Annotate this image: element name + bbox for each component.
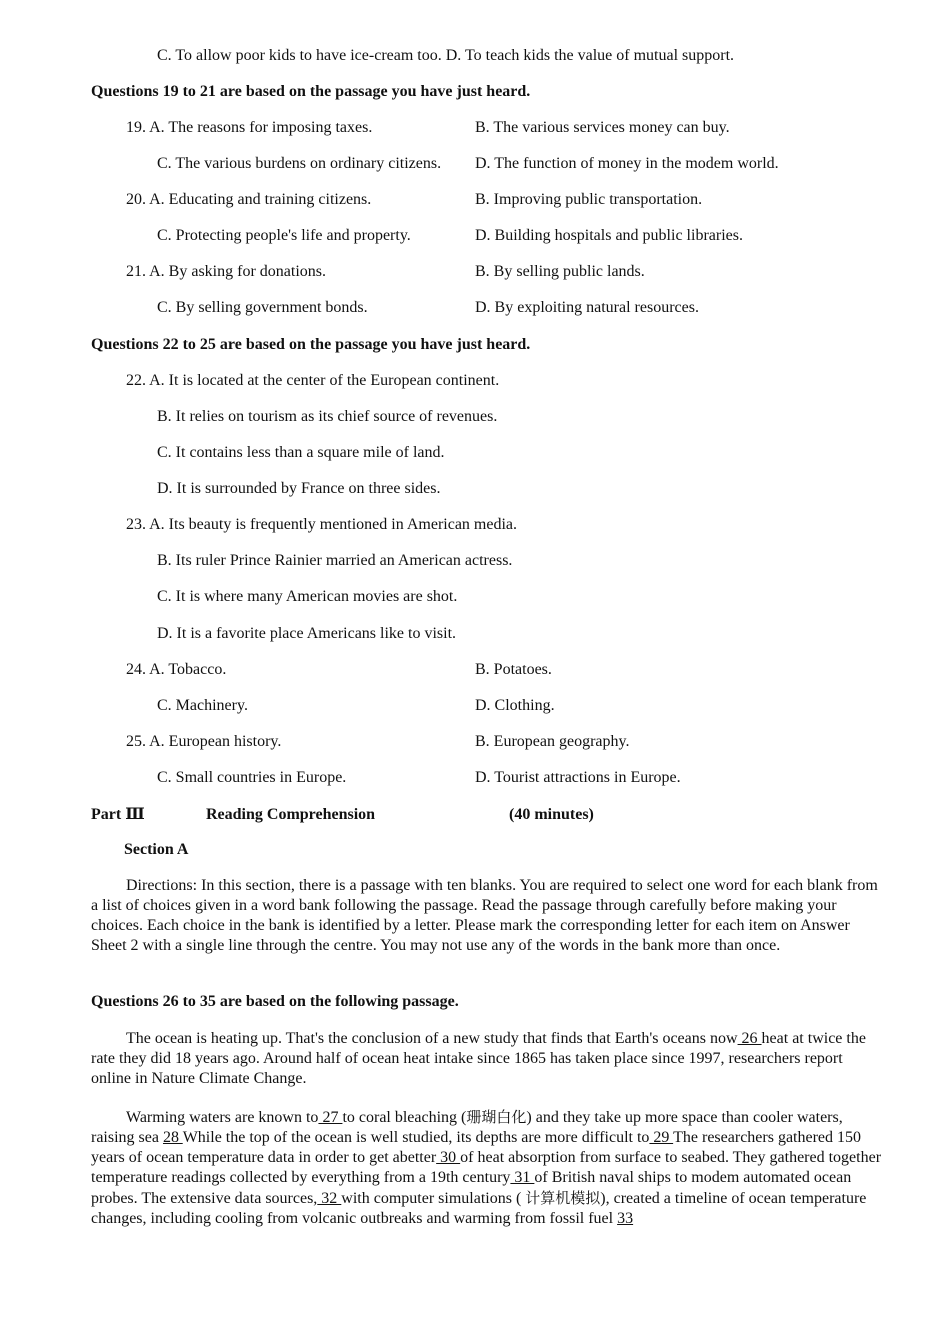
q22-option-c: C. It contains less than a square mile of land.: [157, 444, 445, 461]
blank-31: 31: [510, 1169, 535, 1186]
q22-option-a: 22. A. It is located at the center of the European continent.: [126, 372, 500, 389]
q25-option-c: C. Small countries in Europe.: [157, 769, 347, 786]
q19-option-d: D. The function of money in the modem world.: [475, 155, 779, 172]
directions-text: Directions: In this section, there is a passage with ten blanks. You are required to select one word for each blank from a list of choices given in a word bank following the passage. Read the passage through carefully before making your choices. Each choice in the bank is identified by a letter. Please mark the corresponding letter for each item on Answer Sheet 2 with a single line through the centre. You may not use any of the words in the bank more than once.: [91, 877, 878, 954]
passage-text: ) and they take up more space than cooler waters, raising sea: [91, 1109, 843, 1146]
q19-option-a: 19. A. The reasons for imposing taxes.: [126, 119, 373, 136]
part-time: (40 minutes): [509, 806, 594, 823]
chinese-gloss: 珊瑚白化: [466, 1108, 527, 1126]
blank-30: 30: [436, 1149, 461, 1166]
q21-option-d: D. By exploiting natural resources.: [475, 299, 699, 316]
q22-option-b: B. It relies on tourism as its chief source of revenues.: [157, 408, 498, 425]
q20-option-c: C. Protecting people's life and property.: [157, 227, 411, 244]
blank-28: 28: [162, 1129, 183, 1146]
q24-option-d: D. Clothing.: [475, 697, 555, 714]
blank-32: 32: [317, 1190, 342, 1207]
questions-22-25-heading: Questions 22 to 25 are based on the passage you have just heard.: [91, 336, 531, 353]
q19-option-c: C. The various burdens on ordinary citizens.: [157, 155, 442, 172]
q23-option-a: 23. A. Its beauty is frequently mentioned in American media.: [126, 516, 518, 533]
section-heading: Section A: [124, 841, 189, 858]
q25-option-d: D. Tourist attractions in Europe.: [475, 769, 681, 786]
q25-option-a: 25. A. European history.: [126, 733, 282, 750]
blank-29: 29: [649, 1129, 674, 1146]
passage-paragraph-2: [91, 1107, 883, 1229]
q24-option-a: 24. A. Tobacco.: [126, 661, 227, 678]
blank-27: 27: [318, 1109, 343, 1126]
q18-option-c-d: C. To allow poor kids to have ice-cream too. D. To teach kids the value of mutual support.: [157, 47, 735, 64]
passage-text: The researchers gathered 150 years of ocean temperature data in order to get abetter: [91, 1129, 862, 1166]
part-title: Reading Comprehension: [206, 806, 376, 823]
q23-option-d: D. It is a favorite place Americans like to visit.: [157, 625, 457, 642]
blank-26: 26: [737, 1030, 762, 1047]
passage-text: The ocean is heating up. That's the conclusion of a new study that finds that Earth's oceans now: [126, 1030, 738, 1047]
q23-option-c: C. It is where many American movies are shot.: [157, 588, 458, 605]
q20-option-a: 20. A. Educating and training citizens.: [126, 191, 372, 208]
passage-text: While the top of the ocean is well studied, its depths are more difficult to: [182, 1129, 650, 1146]
passage-text: to coral bleaching (: [342, 1109, 467, 1126]
q20-option-d: D. Building hospitals and public libraries.: [475, 227, 743, 244]
passage-paragraph-1: [91, 1029, 883, 1089]
q23-option-b: B. Its ruler Prince Rainier married an American actress.: [157, 552, 513, 569]
passage-text: heat at twice the rate they did 18 years ago. Around half of ocean heat intake since 1865 has taken place since 1997, researchers report online in Nature Climate Change.: [91, 1030, 866, 1087]
passage-text: ), created a timeline of ocean temperature changes, including cooling from volcanic outbreaks and warming from fossil fuel: [91, 1190, 867, 1227]
passage-text: of heat absorption from surface to seabed. They gathered together temperature readings collected by everything from a 19th century: [91, 1149, 882, 1186]
q20-option-b: B. Improving public transportation.: [475, 191, 703, 208]
passage-text: of British naval ships to modem automated ocean probes. The extensive data sources,: [91, 1169, 852, 1207]
chinese-gloss: 计算机模拟: [525, 1189, 601, 1207]
q21-option-c: C. By selling government bonds.: [157, 299, 368, 316]
blank-33: 33: [617, 1210, 634, 1227]
q24-option-c: C. Machinery.: [157, 697, 248, 714]
questions-26-35-heading: Questions 26 to 35 are based on the following passage.: [91, 993, 459, 1010]
q22-option-d: D. It is surrounded by France on three sides.: [157, 480, 441, 497]
q25-option-b: B. European geography.: [475, 733, 630, 750]
q24-option-b: B. Potatoes.: [475, 661, 552, 678]
q21-option-a: 21. A. By asking for donations.: [126, 263, 326, 280]
part-label: Part Ⅲ: [91, 806, 145, 823]
passage-text: with computer simulations (: [341, 1190, 526, 1207]
passage-text: Warming waters are known to: [126, 1109, 319, 1126]
questions-19-21-heading: Questions 19 to 21 are based on the passage you have just heard.: [91, 83, 531, 100]
q21-option-b: B. By selling public lands.: [475, 263, 645, 280]
q19-option-b: B. The various services money can buy.: [475, 119, 730, 136]
directions-paragraph: [91, 876, 883, 956]
